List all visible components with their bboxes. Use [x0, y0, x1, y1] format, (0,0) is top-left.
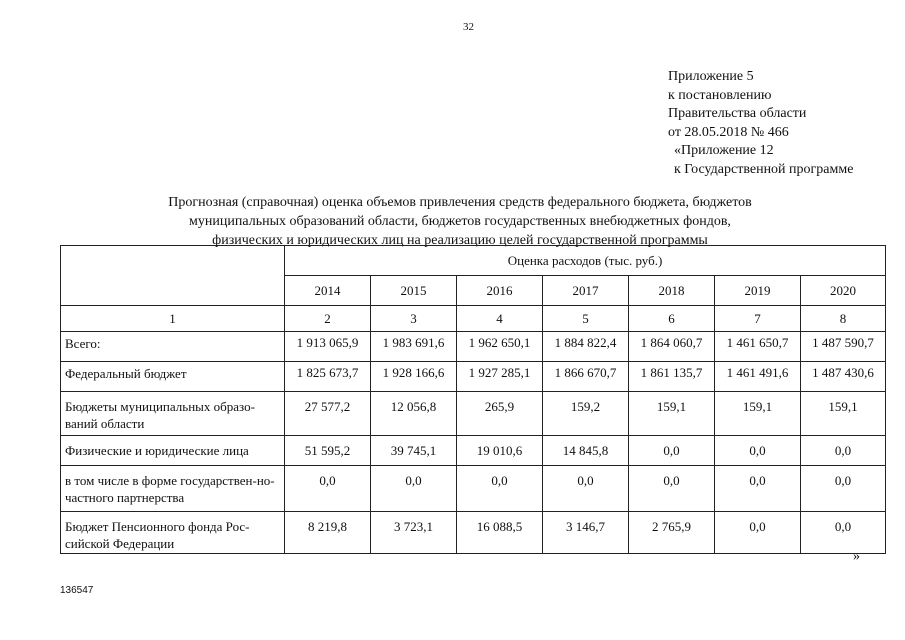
- year-header: 2017: [543, 276, 629, 306]
- document-id: 136547: [60, 585, 94, 596]
- column-number: 7: [715, 306, 801, 332]
- appendix-line: к постановлению: [668, 87, 772, 103]
- value-cell: 1 913 065,9: [285, 332, 371, 362]
- year-header: 2018: [629, 276, 715, 306]
- row-label: Физические и юридические лица: [61, 436, 285, 466]
- closing-quote: »: [853, 549, 860, 564]
- column-number: 5: [543, 306, 629, 332]
- value-cell: 16 088,5: [457, 512, 543, 554]
- value-cell: 0,0: [543, 466, 629, 512]
- column-number: 4: [457, 306, 543, 332]
- value-cell: 1 866 670,7: [543, 362, 629, 392]
- value-cell: 3 723,1: [371, 512, 457, 554]
- value-cell: 1 884 822,4: [543, 332, 629, 362]
- value-cell: 1 487 590,7: [801, 332, 886, 362]
- column-number-row: [61, 306, 886, 332]
- header-row: [61, 246, 886, 276]
- value-cell: 159,1: [715, 392, 801, 436]
- table-row: [61, 392, 886, 436]
- value-cell: 1 983 691,6: [371, 332, 457, 362]
- value-cell: 1 962 650,1: [457, 332, 543, 362]
- value-cell: 2 765,9: [629, 512, 715, 554]
- appendix-line: от 28.05.2018 № 466: [668, 124, 789, 140]
- value-cell: 0,0: [715, 512, 801, 554]
- table-row: [61, 512, 886, 554]
- title-line: физических и юридических лиц на реализацию целей государственной программы: [212, 233, 708, 248]
- page-number: 32: [463, 21, 474, 33]
- budget-table: [60, 245, 886, 554]
- table-row: [61, 466, 886, 512]
- value-cell: 0,0: [371, 466, 457, 512]
- value-cell: 0,0: [801, 466, 886, 512]
- row-label: Федеральный бюджет: [61, 362, 285, 392]
- value-cell: 51 595,2: [285, 436, 371, 466]
- value-cell: 1 461 650,7: [715, 332, 801, 362]
- header-empty-cell: [61, 246, 285, 306]
- year-header: 2015: [371, 276, 457, 306]
- value-cell: 8 219,8: [285, 512, 371, 554]
- value-cell: 159,2: [543, 392, 629, 436]
- table-row: [61, 362, 886, 392]
- value-cell: 0,0: [801, 512, 886, 554]
- table-row: [61, 332, 886, 362]
- appendix-line: Приложение 5: [668, 69, 754, 84]
- year-header: 2019: [715, 276, 801, 306]
- value-cell: 1 461 491,6: [715, 362, 801, 392]
- column-number: 1: [61, 306, 285, 332]
- value-cell: 27 577,2: [285, 392, 371, 436]
- value-cell: 19 010,6: [457, 436, 543, 466]
- value-cell: 12 056,8: [371, 392, 457, 436]
- appendix-line: Правительства области: [668, 106, 807, 121]
- title-line: муниципальных образований области, бюджетов государственных внебюджетных фондов,: [189, 214, 731, 229]
- year-header: 2014: [285, 276, 371, 306]
- value-cell: 1 487 430,6: [801, 362, 886, 392]
- row-label: в том числе в форме государствен-но-частного партнерства: [61, 466, 285, 512]
- group-header: Оценка расходов (тыс. руб.): [285, 246, 886, 276]
- appendix-line: «Приложение 12: [674, 143, 774, 158]
- value-cell: 0,0: [457, 466, 543, 512]
- column-number: 2: [285, 306, 371, 332]
- year-header: 2016: [457, 276, 543, 306]
- year-header: 2020: [801, 276, 886, 306]
- value-cell: 1 861 135,7: [629, 362, 715, 392]
- value-cell: 1 864 060,7: [629, 332, 715, 362]
- value-cell: 1 927 285,1: [457, 362, 543, 392]
- document-title: [140, 193, 780, 250]
- value-cell: 0,0: [629, 466, 715, 512]
- row-label: Бюджеты муниципальных образо-ваний области: [61, 392, 285, 436]
- appendix-block: [668, 68, 853, 179]
- appendix-line: к Государственной программе: [674, 161, 854, 177]
- value-cell: 1 928 166,6: [371, 362, 457, 392]
- value-cell: 39 745,1: [371, 436, 457, 466]
- value-cell: 0,0: [715, 436, 801, 466]
- column-number: 8: [801, 306, 886, 332]
- column-number: 3: [371, 306, 457, 332]
- row-label: Бюджет Пенсионного фонда Рос-сийской Федерации: [61, 512, 285, 554]
- value-cell: 3 146,7: [543, 512, 629, 554]
- title-line: Прогнозная (справочная) оценка объемов привлечения средств федерального бюджета, бюджетов: [168, 195, 752, 210]
- value-cell: 0,0: [715, 466, 801, 512]
- row-label: Всего:: [61, 332, 285, 362]
- value-cell: 159,1: [801, 392, 886, 436]
- value-cell: 159,1: [629, 392, 715, 436]
- value-cell: 265,9: [457, 392, 543, 436]
- value-cell: 0,0: [629, 436, 715, 466]
- table-row: [61, 436, 886, 466]
- column-number: 6: [629, 306, 715, 332]
- value-cell: 1 825 673,7: [285, 362, 371, 392]
- value-cell: 0,0: [285, 466, 371, 512]
- value-cell: 0,0: [801, 436, 886, 466]
- value-cell: 14 845,8: [543, 436, 629, 466]
